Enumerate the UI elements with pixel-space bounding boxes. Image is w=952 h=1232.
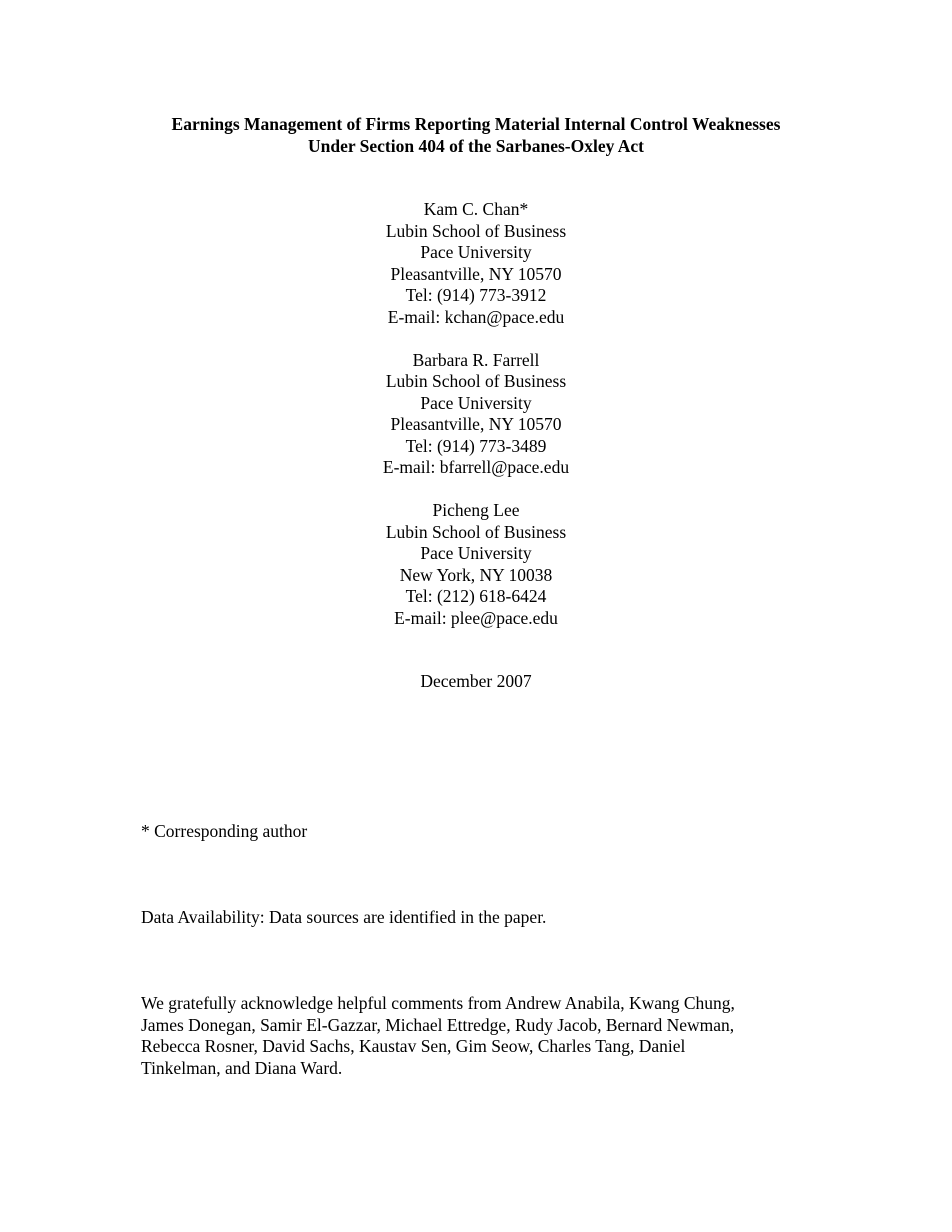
author-spacer [0, 328, 952, 350]
author-city: New York, NY 10038 [399, 564, 553, 585]
paper-title-line-2: Under Section 404 of the Sarbanes-Oxley Act [307, 135, 645, 156]
author-email: E-mail: bfarrell@pace.edu [382, 457, 570, 477]
paper-date: December 2007 [420, 671, 532, 691]
paper-title-line-1: Earnings Management of Firms Reporting Material Internal Control Weaknesses [171, 114, 781, 134]
paper-title [0, 114, 952, 157]
author-name: Picheng Lee [432, 500, 520, 520]
author-school: Lubin School of Business [385, 220, 567, 241]
acknowledgment-line-1: We gratefully acknowledge helpful comments from Andrew Anabila, Kwang Chung, [141, 993, 735, 1013]
author-name: Barbara R. Farrell [412, 349, 540, 370]
author-block [0, 199, 952, 328]
data-availability-statement: Data Availability: Data sources are identified in the paper. [141, 907, 547, 927]
author-email: E-mail: kchan@pace.edu [387, 306, 565, 327]
author-school: Lubin School of Business [385, 521, 567, 542]
author-list [0, 199, 952, 629]
author-university: Pace University [420, 543, 532, 563]
acknowledgment-paragraph [141, 993, 821, 1079]
author-name: Kam C. Chan* [423, 199, 529, 219]
corresponding-author-note: * Corresponding author [141, 821, 308, 841]
author-block [0, 350, 952, 479]
author-university: Pace University [420, 392, 532, 413]
author-city: Pleasantville, NY 10570 [390, 263, 562, 284]
author-tel: Tel: (212) 618-6424 [405, 586, 547, 606]
author-tel: Tel: (914) 773-3912 [405, 285, 547, 305]
acknowledgment-line-4: Tinkelman, and Diana Ward. [141, 1057, 343, 1078]
acknowledgment-line-3: Rebecca Rosner, David Sachs, Kaustav Sen, Gim Seow, Charles Tang, Daniel [141, 1036, 686, 1056]
acknowledgment-line-2: James Donegan, Samir El-Gazzar, Michael Ettredge, Rudy Jacob, Bernard Newman, [141, 1014, 735, 1035]
author-email: E-mail: plee@pace.edu [394, 607, 558, 628]
author-school: Lubin School of Business [385, 371, 567, 391]
author-tel: Tel: (914) 773-3489 [405, 435, 547, 456]
author-university: Pace University [420, 242, 532, 262]
author-city: Pleasantville, NY 10570 [390, 414, 562, 434]
author-block [0, 500, 952, 629]
author-spacer [0, 479, 952, 501]
